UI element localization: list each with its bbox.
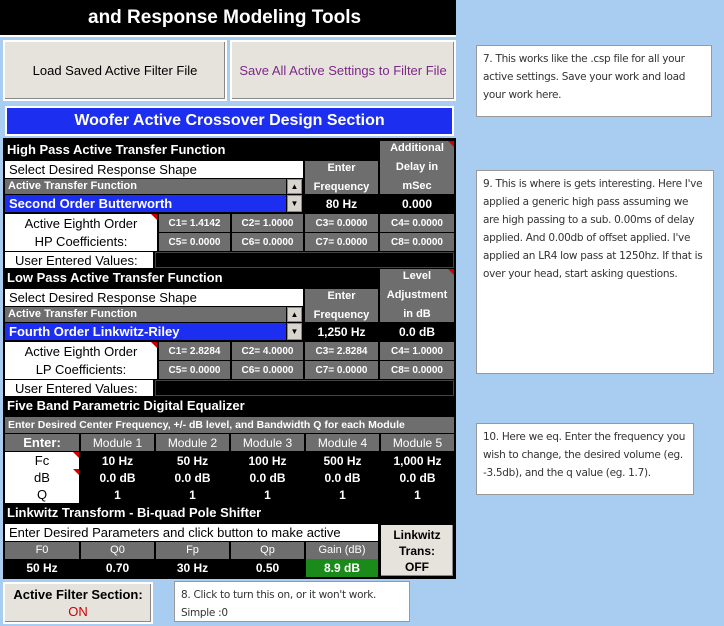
lp-level-header: [380, 269, 454, 322]
eq-db-input[interactable]: 0.0 dB: [324, 470, 361, 485]
eq-instructions: Enter Desired Center Frequency, +/- dB level, and Bandwidth Q for each Module: [5, 417, 454, 433]
lt-button-line-1: Linkwitz: [393, 527, 441, 542]
hp-title: High Pass Active Transfer Function: [7, 142, 226, 157]
save-settings-button[interactable]: Save All Active Settings to Filter File: [230, 40, 456, 101]
lp-extra-3: in dB: [403, 308, 431, 320]
eq-q-input[interactable]: 1: [189, 487, 196, 502]
eq-row-label-db: dB: [5, 469, 79, 486]
lp-enter-text: Enter: [327, 289, 356, 302]
scroll-up-icon[interactable]: ▲: [287, 179, 302, 194]
eq-fc-input[interactable]: 50 Hz: [176, 453, 209, 468]
eq-db-input[interactable]: 0.0 dB: [174, 470, 211, 485]
hp-coef-label-1: Active Eighth Order: [24, 215, 138, 231]
lp-shape-dropdown[interactable]: Fourth Order Linkwitz-Riley: [5, 323, 286, 340]
lp-coef-label-2: LP Coefficients:: [35, 361, 127, 377]
eq-q-input[interactable]: 1: [264, 487, 271, 502]
lt-instructions: Enter Desired Parameters and click button to make active: [5, 524, 378, 541]
lt-q0-input[interactable]: 0.70: [105, 561, 130, 575]
lt-header: Qp: [231, 542, 304, 559]
load-filter-button[interactable]: Load Saved Active Filter File: [3, 40, 227, 101]
hp-shape-dropdown[interactable]: Second Order Butterworth: [5, 195, 286, 212]
eq-row-label-fc: Fc: [5, 452, 79, 469]
chevron-down-icon[interactable]: ▼: [287, 195, 302, 212]
section-title: Woofer Active Crossover Design Section: [5, 106, 454, 136]
hp-frequency-input[interactable]: 80 Hz: [305, 195, 378, 212]
lp-title: Low Pass Active Transfer Function: [7, 270, 223, 285]
active-filter-label: Active Filter Section:: [13, 587, 143, 602]
lp-select-label: Select Desired Response Shape: [5, 289, 303, 306]
lt-f0-input[interactable]: 50 Hz: [26, 561, 58, 575]
lp-user-values-row[interactable]: [155, 380, 454, 396]
lp-c5: C5= 0.0000: [159, 361, 230, 379]
active-filter-toggle[interactable]: [3, 582, 153, 624]
lp-frequency-input[interactable]: 1,250 Hz: [317, 324, 366, 339]
linkwitz-transform-toggle[interactable]: [380, 524, 454, 577]
hp-c6: C6= 0.0000: [232, 233, 303, 251]
scroll-up-icon[interactable]: ▲: [287, 307, 302, 322]
note-10: 10. Here we eq. Enter the frequency you wish to change, the desired volume (eg. -3.5db), and the q value (eg. 1.7).: [476, 423, 694, 495]
hp-c4: C4= 0.0000: [380, 214, 454, 232]
lt-fp-input[interactable]: 30 Hz: [176, 561, 209, 575]
chevron-down-icon[interactable]: ▼: [287, 323, 302, 340]
eq-module-header: Module 1: [81, 434, 154, 451]
eq-enter-label: Enter:: [5, 434, 79, 451]
eq-title: Five Band Parametric Digital Equalizer: [7, 398, 245, 413]
lt-header: F0: [5, 542, 79, 559]
note-9: 9. This is where is gets interesting. Here I've applied a generic high pass assuming we are high passing to a sub. 0.00ms of delay applied. And 0.00db of offset applied. I've applied an LR4 low pass at 1250hz. If that is over your head, start asking questions.: [476, 170, 714, 374]
eq-fc-input[interactable]: 100 Hz: [248, 453, 287, 468]
lt-gain-value: 8.9 dB: [306, 559, 378, 577]
hp-extra-2: Delay in: [395, 161, 439, 173]
hp-c3: C3= 0.0000: [305, 214, 378, 232]
eq-module-header: Module 5: [381, 434, 454, 451]
active-filter-state: ON: [68, 604, 88, 619]
lp-c2: C2= 4.0000: [232, 342, 303, 360]
hp-extra-1: Additional: [390, 142, 444, 154]
hp-coefficients-label: [5, 214, 157, 251]
eq-module-header: Module 2: [156, 434, 229, 451]
lp-user-values-label: User Entered Values:: [5, 380, 153, 396]
hp-coef-label-2: HP Coefficients:: [34, 233, 128, 249]
eq-q-input[interactable]: 1: [114, 487, 121, 502]
eq-db-input[interactable]: 0.0 dB: [399, 470, 436, 485]
hp-c8: C8= 0.0000: [380, 233, 454, 251]
lp-c6: C6= 0.0000: [232, 361, 303, 379]
hp-c7: C7= 0.0000: [305, 233, 378, 251]
hp-enter-frequency: [305, 161, 378, 194]
lt-qp-input[interactable]: 0.50: [255, 561, 280, 575]
hp-user-values-label: User Entered Values:: [5, 252, 153, 268]
lp-c7: C7= 0.0000: [305, 361, 378, 379]
lt-button-state: OFF: [405, 559, 429, 574]
hp-select-label: Select Desired Response Shape: [5, 161, 303, 178]
lp-coefficients-label: [5, 342, 157, 379]
eq-fc-input[interactable]: 500 Hz: [323, 453, 362, 468]
lp-c1: C1= 2.8284: [159, 342, 230, 360]
lp-c8: C8= 0.0000: [380, 361, 454, 379]
eq-row-label-q: Q: [5, 486, 79, 503]
hp-enter-text: Enter: [327, 161, 356, 174]
lp-extra-1: Level: [402, 270, 432, 282]
lt-button-line-2: Trans:: [398, 543, 435, 558]
eq-fc-input[interactable]: 10 Hz: [101, 453, 134, 468]
hp-c5: C5= 0.0000: [159, 233, 230, 251]
note-7: 7. This works like the .csp file for all your active settings. Save your work and load your work here.: [476, 45, 712, 117]
hp-atf-label: Active Transfer Function: [5, 179, 286, 194]
note-8: 8. Click to turn this on, or it won't work. Simple :0: [174, 581, 410, 622]
eq-module-header: Module 4: [306, 434, 379, 451]
eq-q-input[interactable]: 1: [339, 487, 346, 502]
hp-c2: C2= 1.0000: [232, 214, 303, 232]
lp-atf-label: Active Transfer Function: [5, 307, 286, 322]
hp-user-values-row[interactable]: [155, 252, 454, 268]
hp-c1: C1= 1.4142: [159, 214, 230, 232]
lt-header: Q0: [81, 542, 154, 559]
lt-header: Gain (dB): [306, 542, 378, 559]
lp-extra-2: Adjustment: [386, 289, 448, 301]
hp-extra-3: mSec: [402, 180, 432, 192]
page-title: and Response Modeling Tools: [0, 0, 456, 37]
hp-delay-input[interactable]: 0.000: [401, 196, 433, 211]
hp-frequency-text: Frequency: [313, 180, 370, 193]
lp-level-input[interactable]: 0.0 dB: [398, 324, 435, 339]
lt-title: Linkwitz Transform - Bi-quad Pole Shifter: [7, 505, 262, 520]
lp-frequency-text: Frequency: [313, 308, 370, 321]
eq-fc-input[interactable]: 1,000 Hz: [393, 453, 442, 468]
lp-c4: C4= 1.0000: [380, 342, 454, 360]
lp-enter-frequency: [305, 289, 378, 322]
hp-delay-header: [380, 141, 454, 194]
lt-header: Fp: [156, 542, 229, 559]
eq-db-input[interactable]: 0.0 dB: [99, 470, 136, 485]
lp-coef-label-1: Active Eighth Order: [24, 343, 138, 359]
eq-q-input[interactable]: 1: [414, 487, 421, 502]
eq-db-input[interactable]: 0.0 dB: [249, 470, 286, 485]
lp-c3: C3= 2.8284: [305, 342, 378, 360]
eq-module-header: Module 3: [231, 434, 304, 451]
